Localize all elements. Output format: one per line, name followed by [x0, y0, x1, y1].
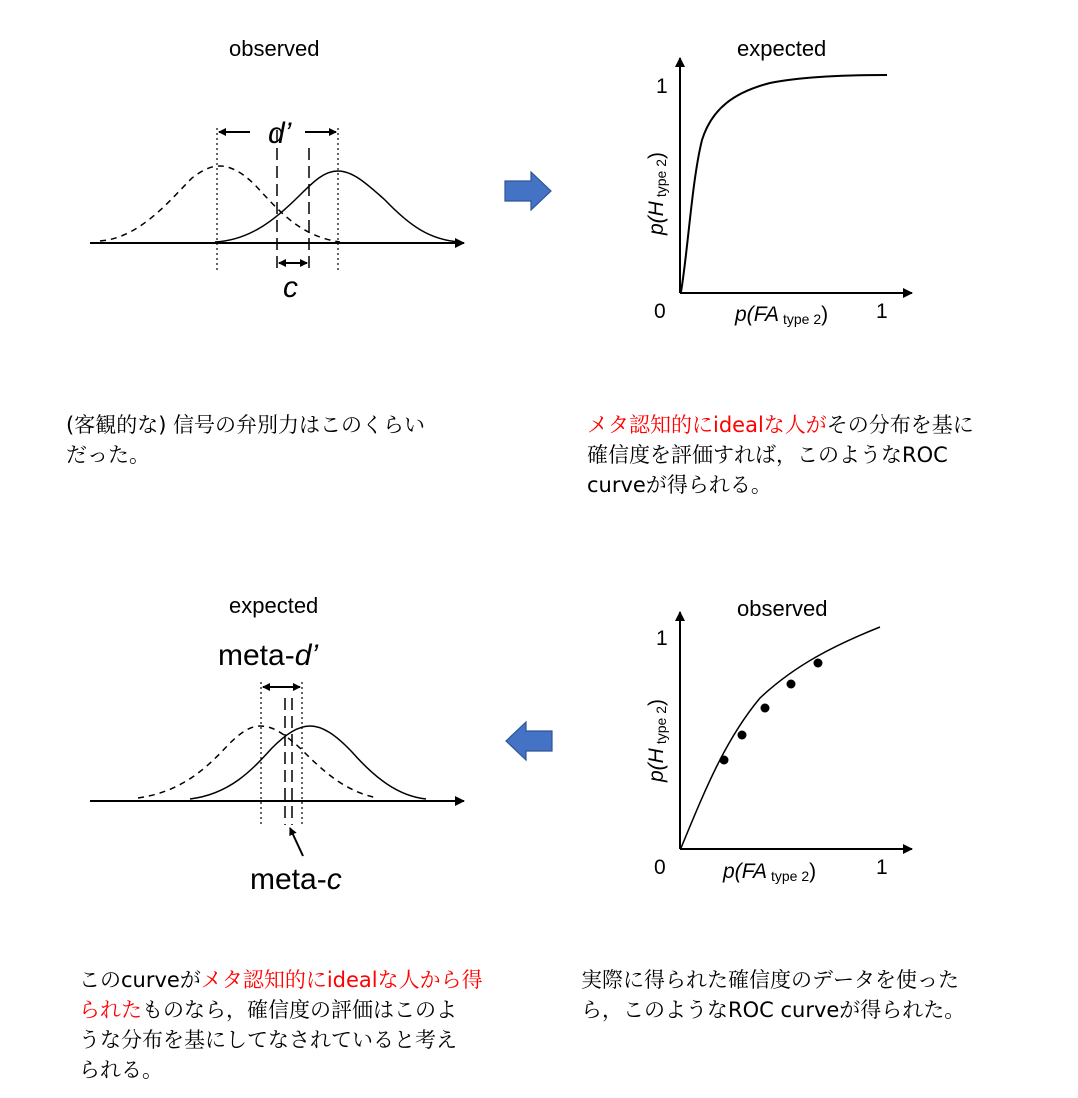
top-right-x-label: p(FA type 2)	[735, 303, 829, 327]
caption-line: 確信度を評価すれば，このようなROC	[587, 443, 948, 467]
roc-data-point	[814, 659, 823, 668]
caption-line: ら，このようなROC curveが得られた。	[581, 998, 966, 1022]
caption-line: られる。	[79, 1058, 163, 1082]
caption-line: curveが得られる。	[587, 473, 772, 497]
bottom-right-x-tick: 1	[876, 856, 888, 879]
bottom-right-origin: 0	[654, 856, 666, 879]
left-arrow-icon	[506, 722, 552, 760]
caption-text: このcurveが	[79, 968, 201, 992]
caption-line	[587, 410, 1047, 440]
caption-text: その分布を基に	[826, 413, 974, 437]
emphasis-text: メタ認知的にidealな人から得	[200, 968, 483, 992]
caption-text: ものなら，確信度の評価はこのよ	[142, 998, 457, 1022]
caption-bottom-left	[79, 965, 549, 1085]
top-right-y-label: p(Htype 2)	[645, 152, 669, 235]
emphasis-text: られた	[79, 998, 142, 1022]
caption-line	[79, 995, 549, 1025]
top-right-roc-panel	[645, 58, 912, 327]
caption-line: うな分布を基にしてなされていると考え	[79, 1028, 457, 1052]
bottom-right-x-label: p(FA type 2)	[723, 860, 817, 884]
caption-top-right	[587, 410, 1047, 500]
caption-line	[79, 965, 549, 995]
top-left-noise-curve	[100, 166, 340, 242]
bottom-right-y-label: p(Htype 2)	[645, 699, 669, 782]
meta-dprime-label: meta-d’	[218, 639, 319, 672]
caption-line: 実際に得られた確信度のデータを使った	[581, 968, 959, 992]
caption-top-left	[66, 410, 526, 470]
c-label: c	[283, 271, 298, 304]
top-right-origin: 0	[654, 300, 666, 323]
bottom-left-title: expected	[229, 593, 319, 618]
top-right-roc-curve	[681, 75, 887, 292]
dprime-label: d’	[268, 117, 292, 150]
emphasis-text: メタ認知的にidealな人が	[587, 413, 827, 437]
bottom-right-roc-panel	[645, 612, 912, 884]
top-left-title: observed	[229, 36, 320, 61]
caption-bottom-right	[581, 965, 1041, 1025]
meta-c-label: meta-c	[250, 863, 342, 896]
bottom-right-roc-curve	[681, 627, 880, 848]
right-arrow-icon	[505, 172, 551, 210]
top-left-distribution-panel	[90, 117, 464, 304]
bottom-left-distribution-panel	[90, 639, 464, 896]
bottom-right-y-tick: 1	[656, 627, 668, 650]
top-right-y-tick: 1	[656, 75, 668, 98]
roc-data-point	[720, 756, 729, 765]
roc-data-point	[761, 704, 770, 713]
meta-c-pointer-arrow	[290, 828, 303, 856]
roc-data-point	[787, 680, 796, 689]
top-right-x-tick: 1	[876, 300, 888, 323]
bottom-left-signal-curve	[190, 726, 426, 799]
bottom-right-title: observed	[737, 596, 828, 621]
caption-line: だった。	[66, 443, 150, 467]
caption-line: (客観的な) 信号の弁別力はこのくらい	[66, 413, 426, 437]
roc-data-point	[738, 731, 747, 740]
top-right-title: expected	[737, 36, 827, 61]
